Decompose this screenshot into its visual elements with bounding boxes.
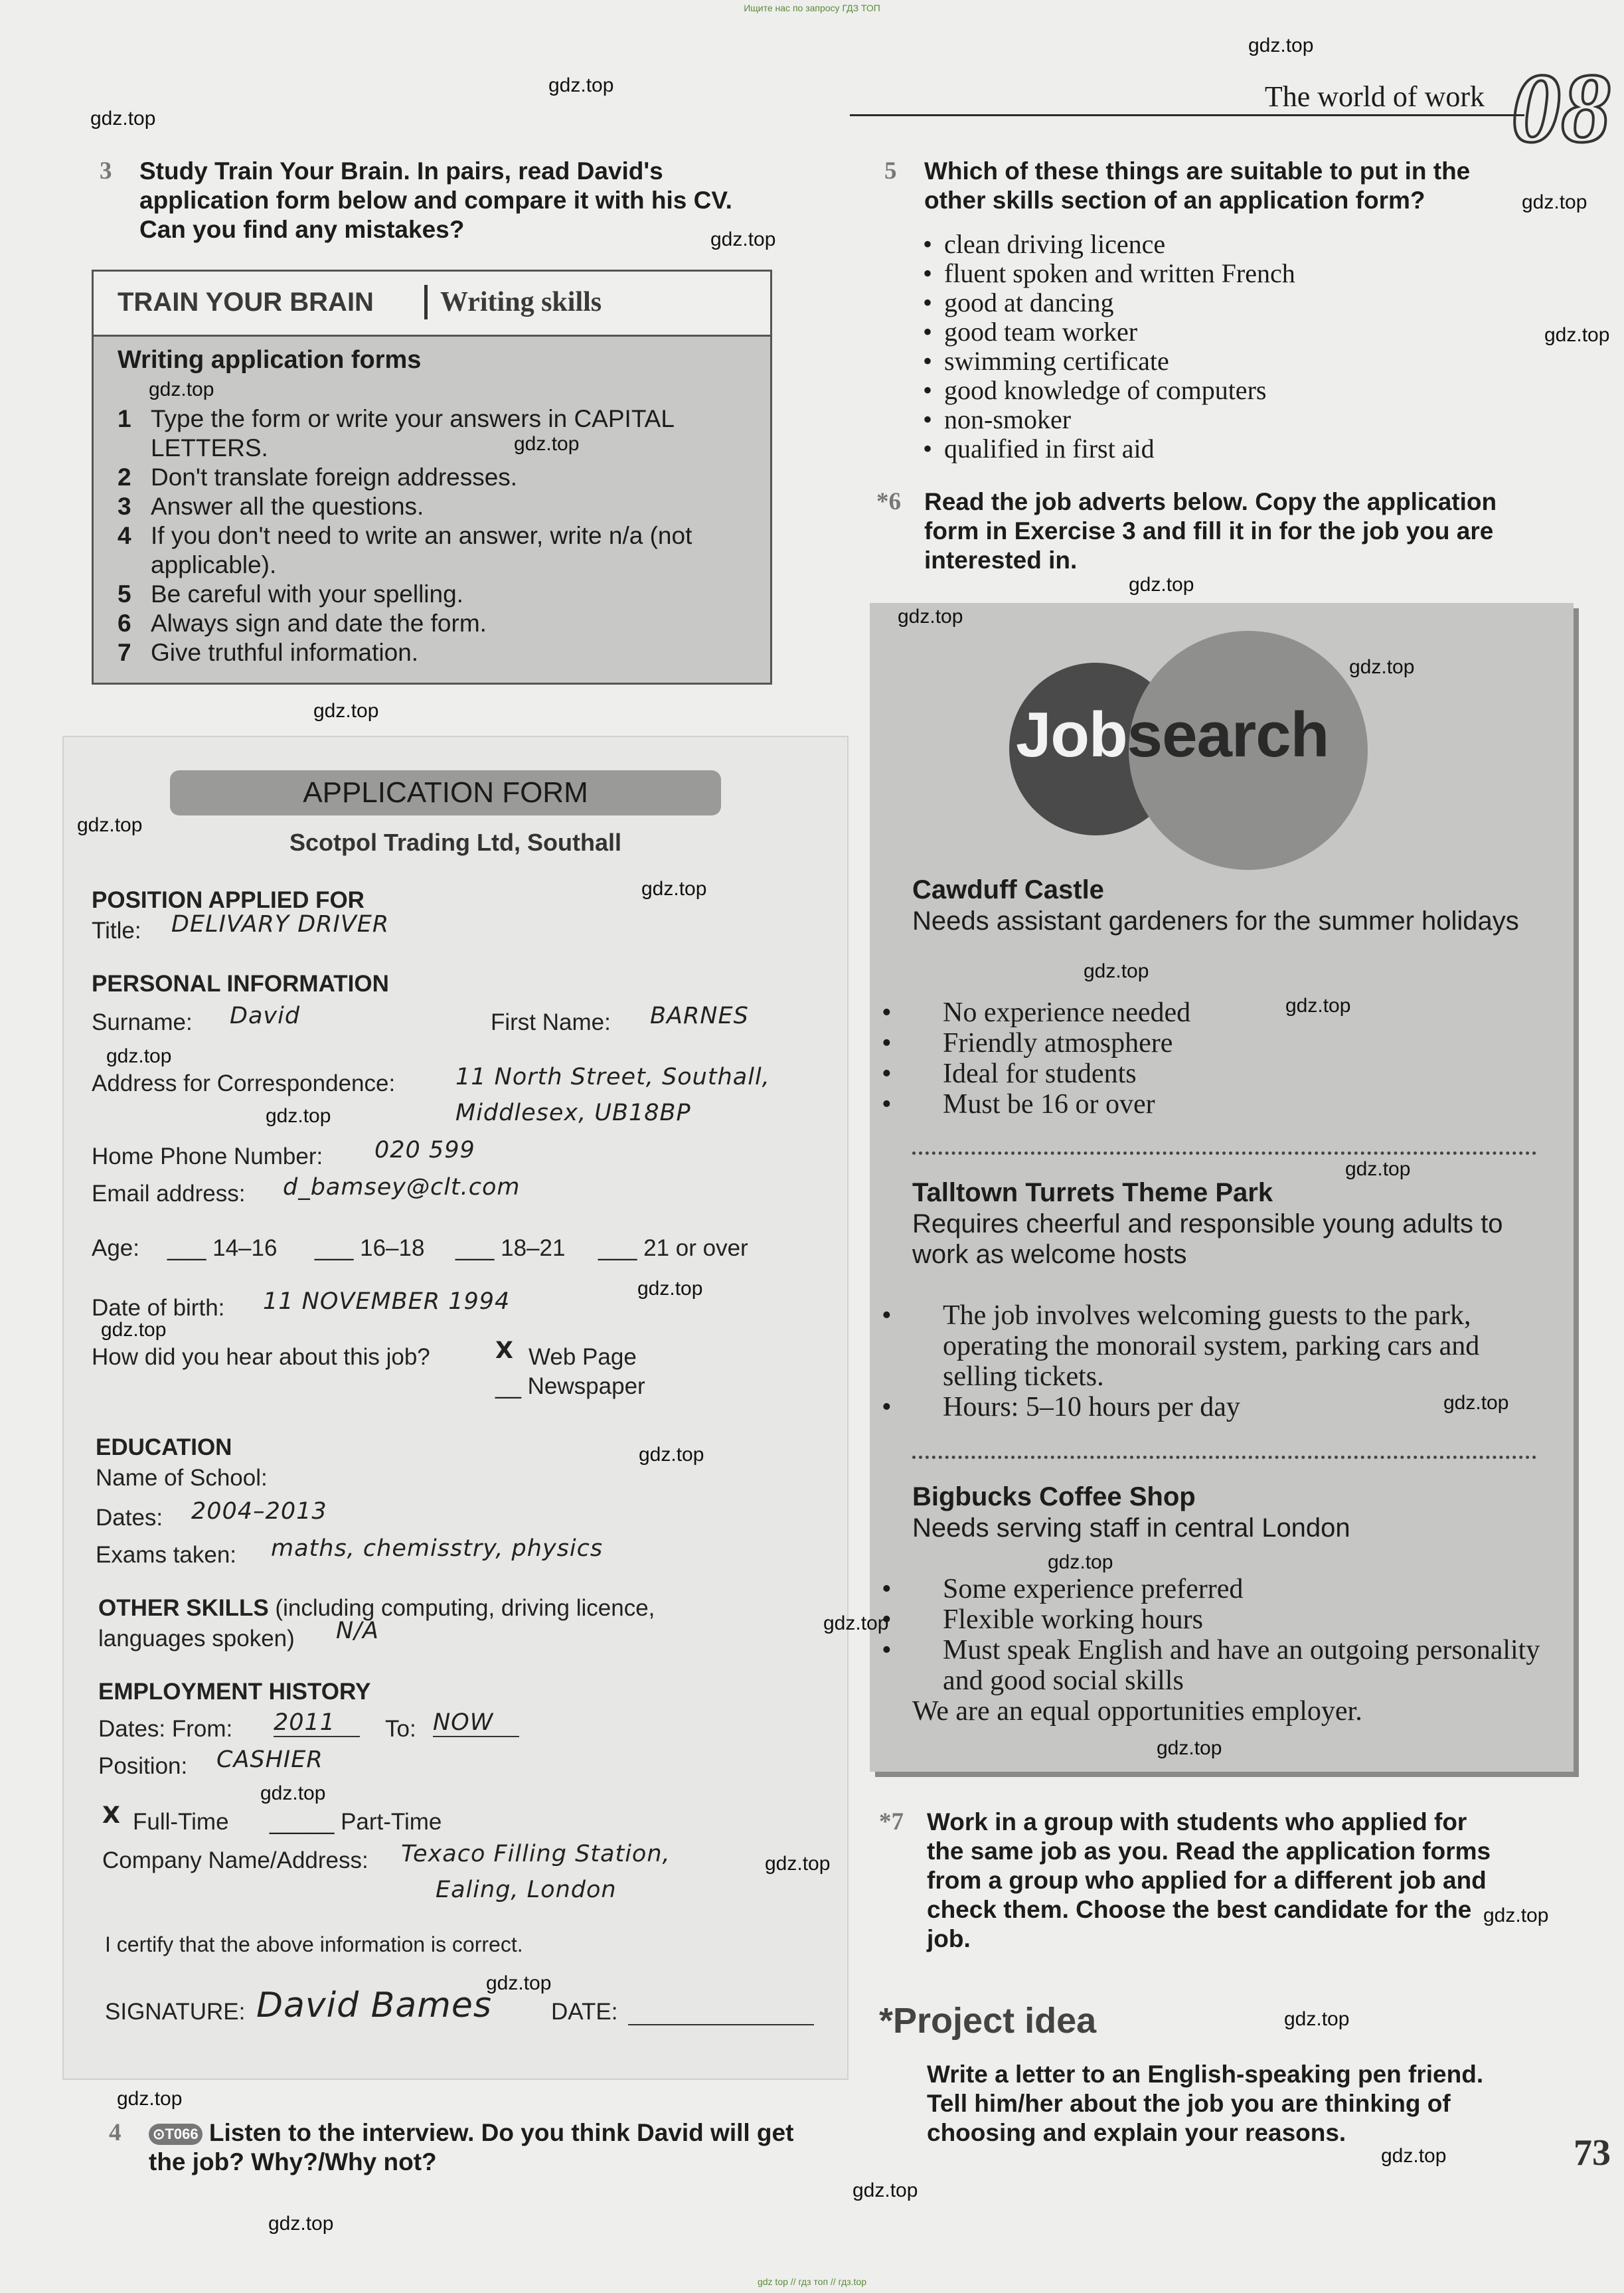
watermark: gdz.top <box>1284 2008 1350 2030</box>
part-time-label: _____ Part-Time <box>270 1809 442 1835</box>
ad-bullet: • Some experience preferred <box>912 1574 1550 1604</box>
exercise-7 <box>879 1808 1491 1954</box>
watermark: gdz.top <box>77 814 143 836</box>
skill-item: • qualified in first aid <box>911 434 1508 464</box>
tyb-item-text: Always sign and date the form. <box>151 610 487 637</box>
tyb-item-number: 6 <box>118 610 131 637</box>
skill-item: • non-smoker <box>911 405 1508 434</box>
watermark: gdz.top <box>823 1612 889 1634</box>
address-line-1: 11 North Street, Southall, <box>455 1064 770 1090</box>
form-title: APPLICATION FORM <box>170 770 721 815</box>
tyb-list <box>118 404 755 667</box>
watermark: gdz.top <box>149 379 214 400</box>
separator <box>912 1456 1536 1459</box>
watermark: gdz.top <box>268 2213 334 2235</box>
tyb-item <box>118 638 755 667</box>
from-value: 2011 <box>274 1709 360 1737</box>
jobsearch-panel <box>870 603 1574 1772</box>
watermark: gdz.top <box>1048 1551 1113 1573</box>
skill-item: • fluent spoken and written French <box>911 259 1508 288</box>
age-option: ___ 18–21 <box>455 1235 566 1261</box>
ad-bullet: • Ideal for students <box>912 1059 1550 1089</box>
ad-title-talltown: Talltown Turrets Theme Park <box>912 1178 1273 1207</box>
first-name-label: First Name: <box>491 1009 611 1035</box>
skill-item: • swimming certificate <box>911 347 1508 376</box>
audio-badge: ⊙T066 <box>149 2124 203 2145</box>
tyb-item-number: 5 <box>118 580 131 608</box>
project-title: *Project idea <box>879 2001 1097 2041</box>
exercise-5 <box>884 157 1522 215</box>
watermark: gdz.top <box>260 1782 326 1804</box>
age-option: ___ 14–16 <box>167 1235 278 1261</box>
skill-item: • good at dancing <box>911 288 1508 317</box>
full-time-label: Full-Time <box>133 1809 229 1835</box>
application-form <box>64 737 847 2079</box>
skill-item: • clean driving licence <box>911 230 1508 259</box>
exercise-4 <box>109 2118 813 2177</box>
company-line-1: Texaco Filling Station, <box>401 1841 671 1867</box>
company-line-2: Ealing, London <box>436 1877 617 1903</box>
ad-desc-cawduff: Needs assistant gardeners for the summer holidays <box>912 906 1519 936</box>
bottom-caption: gdz top // гдз топ // гдз.top <box>757 2276 867 2287</box>
email-value: d_bamsey@clt.com <box>283 1174 521 1201</box>
school-label: Name of School: <box>96 1465 268 1491</box>
exercise-5-text: Which of these things are suitable to put in the other skills section of an application form? <box>924 157 1471 214</box>
unit-title: The world of work <box>1264 80 1485 113</box>
to-value: NOW <box>433 1709 519 1737</box>
address-line-2: Middlesex, UB18BP <box>455 1100 691 1126</box>
watermark: gdz.top <box>1381 2145 1447 2167</box>
watermark: gdz.top <box>1157 1737 1222 1759</box>
tyb-item-number: 4 <box>118 522 131 549</box>
divider <box>424 285 428 319</box>
skill-item: • good team worker <box>911 317 1508 347</box>
ad-bullet: • Must be 16 or over <box>912 1089 1550 1120</box>
tyb-item <box>118 521 755 580</box>
from-label: Dates: From: <box>98 1716 233 1742</box>
exercise-number: 3 <box>100 157 112 185</box>
watermark: gdz.top <box>1285 995 1351 1017</box>
page-number: 73 <box>1574 2132 1611 2173</box>
ad-title-bigbucks: Bigbucks Coffee Shop <box>912 1482 1196 1511</box>
separator <box>912 1151 1536 1155</box>
skill-item: • good knowledge of computers <box>911 376 1508 405</box>
other-skills-line1: OTHER SKILLS (including computing, driving licence, <box>98 1595 655 1621</box>
hear-mark: X <box>495 1337 514 1364</box>
other-skills-line2: languages spoken) <box>98 1626 295 1652</box>
watermark: gdz.top <box>313 700 379 722</box>
first-name-value: BARNES <box>650 1003 749 1029</box>
certify-text: I certify that the above information is correct. <box>105 1932 523 1956</box>
watermark: gdz.top <box>1349 656 1415 678</box>
employment-heading: EMPLOYMENT HISTORY <box>98 1679 371 1705</box>
age-label: Age: <box>92 1235 139 1261</box>
tyb-subtitle: Writing application forms <box>118 346 422 374</box>
tyb-header <box>94 272 770 337</box>
signature-label: SIGNATURE: <box>105 1999 246 2025</box>
exercise-7-text: Work in a group with students who applied for the same job as you. Read the application forms from a group who applied for a different job and check them. Choose the best candidate for the job. <box>927 1808 1491 1952</box>
tyb-item <box>118 404 755 463</box>
watermark: gdz.top <box>548 74 614 96</box>
project-text: Write a letter to an English-speaking pen friend. Tell him/her about the job you are thinking of choosing and explain your reasons. <box>927 2061 1484 2146</box>
ad-bullets-bigbucks <box>912 1574 1550 1696</box>
watermark: gdz.top <box>1443 1392 1509 1414</box>
company-label: Company Name/Address: <box>102 1847 368 1873</box>
tyb-title: TRAIN YOUR BRAIN <box>118 288 374 317</box>
ad-bullet: • Friendly atmosphere <box>912 1028 1550 1059</box>
exercise-4-text: Listen to the interview. Do you think David will get the job? Why?/Why not? <box>149 2119 794 2175</box>
surname-value: David <box>230 1003 301 1029</box>
tyb-item-number: 2 <box>118 464 131 491</box>
watermark: gdz.top <box>1345 1158 1411 1180</box>
ad-footer-bigbucks: We are an equal opportunities employer. <box>912 1696 1362 1727</box>
watermark: gdz.top <box>486 1972 552 1994</box>
watermark: gdz.top <box>1544 324 1610 346</box>
tyb-item <box>118 492 755 521</box>
watermark: gdz.top <box>641 878 707 900</box>
tyb-item-number: 3 <box>118 493 131 520</box>
exams-label: Exams taken: <box>96 1542 237 1568</box>
phone-label: Home Phone Number: <box>92 1144 323 1169</box>
watermark: gdz.top <box>710 228 776 250</box>
watermark: gdz.top <box>637 1278 703 1300</box>
ad-bullet: • Flexible working hours <box>912 1604 1550 1635</box>
tyb-item-number: 7 <box>118 639 131 666</box>
watermark: gdz.top <box>514 433 580 455</box>
form-company: Scotpol Trading Ltd, Southall <box>289 829 621 856</box>
age-option: ___ 16–18 <box>315 1235 425 1261</box>
date-label: DATE: <box>551 1999 618 2025</box>
watermark: gdz.top <box>101 1319 167 1341</box>
watermark: gdz.top <box>106 1045 172 1067</box>
watermark: gdz.top <box>1483 1905 1549 1926</box>
watermark: gdz.top <box>117 2088 183 2110</box>
exams-value: maths, chemisstry, physics <box>271 1535 604 1562</box>
tyb-item-text: Type the form or write your answers in CAPITAL LETTERS. <box>151 405 674 462</box>
exercise-number: *6 <box>876 488 901 515</box>
exercise-number: 5 <box>884 157 897 185</box>
ad-bullet: • Must speak English and have an outgoing personality and good social skills <box>912 1635 1550 1696</box>
education-heading: EDUCATION <box>96 1434 232 1460</box>
exercise-3 <box>100 157 777 244</box>
date-line <box>628 2024 814 2025</box>
personal-heading: PERSONAL INFORMATION <box>92 971 389 997</box>
top-caption: Ищите нас по запросу ГДЗ ТОП <box>744 3 880 13</box>
title-value: DELIVARY DRIVER <box>171 911 390 938</box>
ad-desc-bigbucks: Needs serving staff in central London <box>912 1513 1350 1543</box>
ad-bullet: • Hours: 5–10 hours per day <box>912 1392 1550 1422</box>
watermark: gdz.top <box>1084 960 1149 982</box>
tyb-item-text: Give truthful information. <box>151 639 419 666</box>
dob-value: 11 NOVEMBER 1994 <box>263 1288 511 1315</box>
jobsearch-logo: Jobsearch <box>1016 699 1329 770</box>
watermark: gdz.top <box>853 2179 918 2201</box>
watermark: gdz.top <box>1522 191 1587 213</box>
unit-number: 08 <box>1511 53 1611 163</box>
skills-list <box>911 230 1508 464</box>
hear-option-newspaper: __ Newspaper <box>495 1373 645 1399</box>
watermark: gdz.top <box>898 606 963 628</box>
ad-bullet: • The job involves welcoming guests to the park, operating the monorail system, parking cars and selling tickets. <box>912 1300 1550 1392</box>
ad-bullet: • No experience needed <box>912 997 1550 1028</box>
age-option: ___ 21 or over <box>598 1235 748 1261</box>
ad-desc-talltown: Requires cheerful and responsible young adults to work as welcome hosts <box>912 1209 1503 1269</box>
ad-bullets-cawduff <box>912 997 1550 1120</box>
full-time-mark: X <box>102 1802 121 1829</box>
tyb-item <box>118 609 755 638</box>
position-heading: POSITION APPLIED FOR <box>92 887 365 913</box>
tyb-item-text: Don't translate foreign addresses. <box>151 464 518 491</box>
to-label: To: <box>385 1716 416 1742</box>
watermark: gdz.top <box>639 1444 704 1466</box>
ad-title-cawduff: Cawduff Castle <box>912 875 1104 904</box>
train-your-brain-box <box>92 270 772 685</box>
signature-value: David Bames <box>256 1986 492 2025</box>
exercise-6-text: Read the job adverts below. Copy the application form in Exercise 3 and fill it in for the job you are interested in. <box>924 488 1497 574</box>
watermark: gdz.top <box>90 108 156 129</box>
watermark: gdz.top <box>266 1105 331 1127</box>
exercise-6 <box>876 487 1522 575</box>
tyb-item-number: 1 <box>118 405 131 432</box>
tyb-item <box>118 580 755 609</box>
watermark: gdz.top <box>765 1853 831 1875</box>
tyb-item-text: Answer all the questions. <box>151 493 424 520</box>
dates-value: 2004–2013 <box>191 1498 327 1525</box>
surname-label: Surname: <box>92 1009 193 1035</box>
tyb-item-text: Be careful with your spelling. <box>151 580 463 608</box>
hear-label: How did you hear about this job? <box>92 1344 430 1370</box>
watermark: gdz.top <box>1248 35 1314 56</box>
email-label: Email address: <box>92 1181 246 1207</box>
address-label: Address for Correspondence: <box>92 1070 396 1096</box>
exercise-number: *7 <box>879 1808 904 1835</box>
dates-label: Dates: <box>96 1505 163 1531</box>
tyb-item-text: If you don't need to write an answer, write n/a (not applicable). <box>151 522 692 578</box>
exercise-3-text: Study Train Your Brain. In pairs, read David's application form below and compare it with his CV. Can you find any mistakes? <box>139 157 732 243</box>
tyb-item <box>118 463 755 492</box>
hear-option-web: Web Page <box>528 1344 637 1370</box>
other-skills-value: N/A <box>336 1618 379 1644</box>
watermark: gdz.top <box>1129 574 1194 596</box>
position-value: CASHIER <box>216 1746 323 1773</box>
tyb-subject: Writing skills <box>440 287 602 317</box>
dob-label: Date of birth: <box>92 1295 225 1321</box>
phone-value: 020 599 <box>374 1137 475 1163</box>
title-label: Title: <box>92 918 141 944</box>
position-label: Position: <box>98 1753 188 1779</box>
exercise-number: 4 <box>109 2119 122 2146</box>
header-rule <box>850 114 1524 116</box>
